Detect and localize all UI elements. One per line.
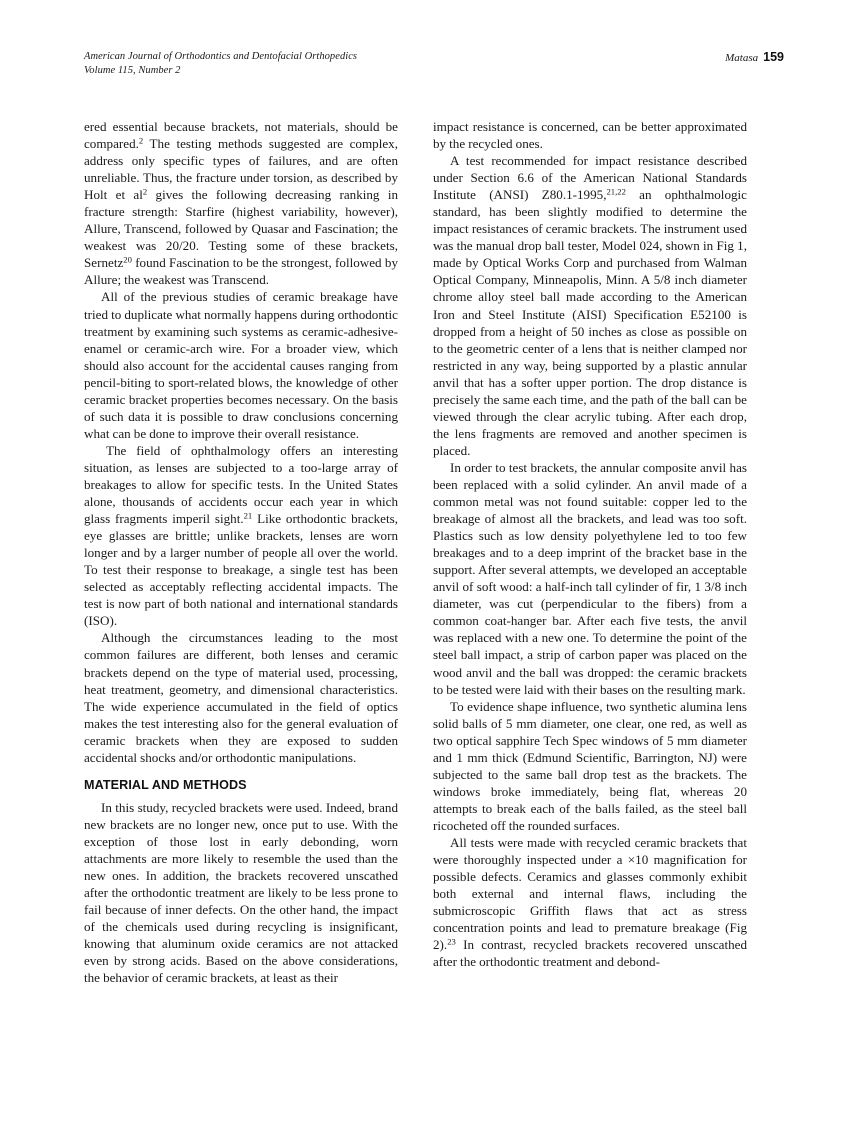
- paragraph: In order to test brackets, the annular composite anvil has been replaced with a solid cylinder. An anvil made of a common metal was not found suitable: copper led to the breakage of almost all the brackets, and lead was too soft. Plastics such as low density polyethylene led to too few breakages and to a deep imprint of the bracket base in the support. After several attempts, we developed an acceptable anvil of soft wood: a half-inch tall cylinder of fir, 1 3/8 inch diameter, was cut (perpendicular to the fibers) from a common coat-hanger bar. After each five tests, the anvil was replaced with a new one. To determine the point of the steel ball impact, a strip of carbon paper was placed on the wood anvil and the ball was dropped: the ceramic brackets to be tested were laid with their bases on the resulting mark.: [433, 459, 747, 697]
- page-number: 159: [763, 50, 784, 64]
- paragraph: ered essential because brackets, not materials, should be compared.$^2$ The testing methods suggested are complex, address only specific types of failures, and are often unreliable. Thus, the fracture under torsion, as described by Holt et $al^2$ gives the following decreasing ranking in fracture strength: Starfire (highest variability, however), Allure, Transcend, followed by Quasar and Fascination; the weakest was 20/20. Testing some of these brackets, Sernetz$^{20}$ found Fascination to be the strongest, followed by Allure; the weakest was Transcend.: [84, 119, 399, 288]
- paragraph: In this study, recycled brackets were used. Indeed, brand new brackets are no longer new, once put to use. With the exception of those lost in early debonding, worn attachments are more likely to resemble the used than the new ones. In addition, the brackets recovered unscathed after the orthodontic treatment are likely to be less prone to fail because of inner defects. On the other hand, the impact of the chemicals used during recycling is insignificant, knowing that aluminum oxide ceramics are not attacked even by strong acids. Based on the above considerations, the behavior of ceramic brackets, at least as their: [84, 799, 398, 986]
- column-left: [84, 118, 398, 986]
- footnote-reference: 23: [447, 936, 456, 947]
- footnote-reference: 2: [138, 135, 144, 146]
- paragraph: All tests were made with recycled ceramic brackets that were thoroughly inspected under a ×10 magnification for possible defects. Ceramics and glasses commonly exhibit both external and internal flaws, including the submicroscopic Griffith flaws that act as stress concentration points and lead to premature breakage (Fig 2).$^{23}$ In contrast, recycled brackets recovered unscathed after the orthodontic treatment and debond-: [433, 834, 747, 970]
- footnote-reference: 21,22: [606, 186, 626, 197]
- paragraph: All of the previous studies of ceramic breakage have tried to duplicate what normally happens during orthodontic treatment by examining such systems as ceramic-adhesive-enamel or ceramic-arch wire. For a broader view, which should also account for the accidental causes ranging from pencil-biting to sport-related blows, the knowledge of other ceramic bracket properties becomes necessary. On the basis of such data it is possible to draw conclusions concerning what can be done to improve their overall resistance.: [84, 289, 398, 441]
- paragraph: A test recommended for impact resistance described under Section 6.6 of the American National Standards Institute (ANSI) Z80.1-1995,$^{21,22}$ an ophthalmologic standard, has been slightly modified to determine the impact resistances of ceramic brackets. The instrument used was the manual drop ball tester, Model 024, shown in Fig 1, made by Optical Works Corp and purchased from Walman Optical Company, Minneapolis, Minn. A 5/8 inch diameter chrome alloy steel ball made according to the American Iron and Steel Institute (AISI) Specification E52100 is dropped from a height of 50 inches as close as possible on to the geometric center of a lens that is neither clamped nor restricted in any way, being supported by a plastic annular anvil that has a softer upper portion. The drop distance is precisely the same each time, and the path of the ball can be viewed through the clear acrylic tubing. After each drop, the lens fragments are removed and another specimen is placed.: [433, 153, 747, 458]
- journal-title: [84, 50, 357, 78]
- paragraph: Although the circumstances leading to the most common failures are different, both lenses and ceramic brackets depend on the type of material used, processing, heat treatment, geometry, and dimensional characteristics. The wide experience accumulated in the field of optics makes the test interesting also for the general evaluation of ceramic brackets when they are exposed to sudden accidental shocks and/or orthodontic manipulations.: [84, 630, 398, 765]
- column-right: [433, 118, 747, 970]
- footnote-reference: 20: [123, 255, 132, 266]
- section-heading: MATERIAL AND METHODS: [84, 777, 247, 792]
- running-head-right: [725, 50, 784, 65]
- paragraph: The field of ophthalmology offers an interesting situation, as lenses are subjected to a too-large array of breakages to allow for specific tests. In the United States alone, thousands of accidents occur each year in which glass fragments imperil sight.$^{21}$ Like orthodontic brackets, eye glasses are brittle; unlike brackets, lenses are worn longer and by a larger number of people all over the world. To test their response to breakage, a single test has been selected as acceptably reflecting accidental impacts. The test is now part of both national and international standards (ISO).: [84, 442, 398, 629]
- journal-volume-issue: Volume 115, Number 2: [84, 65, 181, 76]
- running-head: [84, 50, 784, 90]
- footnote-reference: 2: [142, 186, 148, 197]
- footnote-reference: 21: [243, 510, 253, 521]
- paragraph: impact resistance is concerned, can be better approximated by the recycled ones.: [433, 119, 747, 152]
- author-name: Matasa: [725, 52, 759, 64]
- journal-title-line1: American Journal of Orthodontics and Dentofacial Orthopedics: [84, 51, 358, 62]
- paragraph: To evidence shape influence, two synthetic alumina lens solid balls of 5 mm diameter, one clear, one red, as well as two optical sapphire Tech Spec windows of 5 mm diameter and 1 mm thick (Edmund Scientific, Barrington, NJ) were subjected to the same ball drop test as the brackets. The windows broke immediately, being flat, whereas 20 attempts to break each of the balls failed, as the steel ball ricocheted off the rounded surfaces.: [433, 698, 747, 833]
